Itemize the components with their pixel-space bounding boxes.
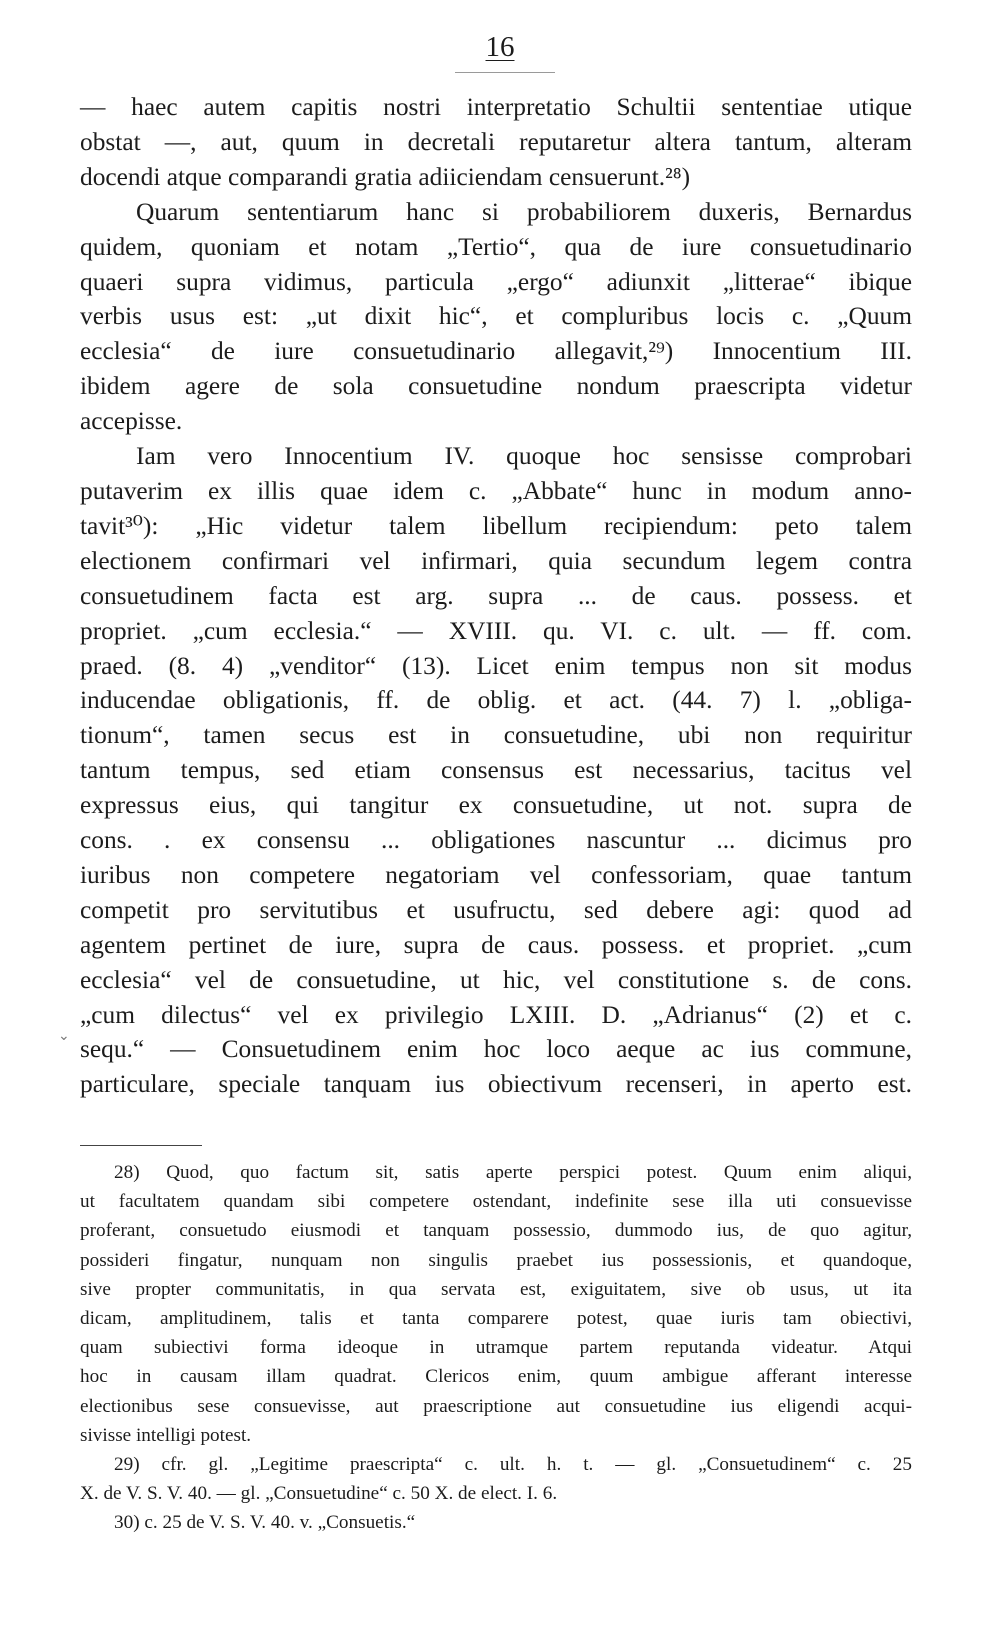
- paragraph-2: [80, 195, 912, 439]
- text-line: particulare, speciale tanquam ius obiectivum recenseri, in aperto est.: [80, 1070, 912, 1099]
- header-rule: [455, 72, 555, 73]
- footnote-line: electionibus sese consuevisse, aut praescriptione aut consuetudine ius eligendi acqui-: [80, 1395, 912, 1417]
- text-line: ibidem agere de sola consuetudine nondum praescripta videtur: [80, 372, 912, 401]
- text-line: „cum dilectus“ vel ex privilegio LXIII. D. „Adrianus“ (2) et c.: [80, 1000, 912, 1029]
- text-line: agentem pertinet de iure, supra de caus. possess. et propriet. „cum: [80, 930, 912, 959]
- margin-mark: ⌄: [58, 1029, 70, 1044]
- footnote-line: 29) cfr. gl. „Legitime praescripta“ c. ult. h. t. — gl. „Consuetudinem“ c. 25: [114, 1454, 912, 1476]
- footnote-line: 30) c. 25 de V. S. V. 40. v. „Consuetis.“: [114, 1512, 416, 1534]
- footnotes: [80, 1158, 912, 1538]
- footnote-line: quam subiectivi forma ideoque in utramque partem reputanda videatur. Atqui: [80, 1337, 912, 1359]
- footnote-30: [80, 1508, 912, 1537]
- footnote-line: hoc in causam illam quadrat. Clericos enim, quum ambigue afferant interesse: [80, 1366, 912, 1388]
- footnote-29: [80, 1450, 912, 1508]
- text-line: quaeri supra vidimus, particula „ergo“ adiunxit „litterae“ ibique: [80, 267, 912, 296]
- text-line: competit pro servitutibus et usufructu, sed debere agi: quod ad: [80, 895, 912, 924]
- text-line: propriet. „cum ecclesia.“ — XVIII. qu. VI. c. ult. — ff. com.: [80, 616, 912, 645]
- footnote-line: dicam, amplitudinem, talis et tanta comparere potest, quae iuris tam obiectivi,: [80, 1308, 912, 1330]
- text-line: ecclesia“ de iure consuetudinario allegavit,²⁹) Innocentium III.: [80, 337, 912, 366]
- footnote-line: 28) Quod, quo factum sit, satis aperte perspici potest. Quum enim aliqui,: [114, 1162, 912, 1183]
- text-line: quidem, quoniam et notam „Tertio“, qua de iure consuetudinario: [80, 232, 912, 261]
- text-line: praed. (8. 4) „venditor“ (13). Licet enim tempus non sit modus: [80, 651, 912, 680]
- text-line: obstat —, aut, quum in decretali reputaretur altera tantum, alteram: [80, 127, 912, 156]
- text-line: inducendae obligationis, ff. de oblig. et act. (44. 7) l. „obliga-: [80, 686, 912, 715]
- text-line: expressus eius, qui tangitur ex consuetudine, ut not. supra de: [80, 791, 912, 820]
- text-line: iuribus non competere negatoriam vel confessoriam, quae tantum: [80, 860, 912, 889]
- text-line: tavit³⁰): „Hic videtur talem libellum recipiendum: peto talem: [80, 511, 912, 540]
- text-line: ecclesia“ vel de consuetudine, ut hic, vel constitutione s. de cons.: [80, 965, 912, 994]
- footnote-line: proferant, consuetudo eiusmodi et tanquam possessio, dummodo ius, de quo agitur,: [80, 1220, 912, 1242]
- main-text: [80, 90, 912, 1102]
- footnote-line: X. de V. S. V. 40. — gl. „Consuetudine“ c. 50 X. de elect. I. 6.: [80, 1483, 558, 1505]
- paragraph-1: [80, 90, 912, 195]
- text-line: accepisse.: [80, 407, 183, 436]
- footnote-line: ut facultatem quandam sibi competere ostendant, indefinite sese illa uti consuevisse: [80, 1191, 912, 1213]
- footnote-line: sivisse intelligi potest.: [80, 1424, 252, 1446]
- text-line: Quarum sententiarum hanc si probabiliorem duxeris, Bernardus: [136, 197, 912, 226]
- footnote-line: sive propter communitatis, in qua servata est, exiguitatem, sive ob usus, ut ita: [80, 1278, 912, 1300]
- footnote-28: [80, 1158, 912, 1450]
- text-line: putaverim ex illis quae idem c. „Abbate“ hunc in modum anno-: [80, 476, 912, 505]
- paragraph-3: [80, 439, 912, 1102]
- page-number: 16: [485, 31, 515, 63]
- text-line: cons. . ex consensu ... obligationes nascuntur ... dicimus pro: [80, 826, 912, 855]
- text-line: electionem confirmari vel infirmari, quia secundum legem contra: [80, 546, 912, 575]
- text-line: docendi atque comparandi gratia adiiciendam censuerunt.²⁸): [80, 162, 691, 191]
- footnote-line: possideri fingatur, nunquam non singulis praebet ius possessionis, et quandoque,: [80, 1249, 912, 1271]
- text-line: tantum tempus, sed etiam consensus est necessarius, tacitus vel: [80, 756, 912, 785]
- text-line: sequ.“ — Consuetudinem enim hoc loco aeque ac ius commune,: [80, 1035, 912, 1064]
- text-line: consuetudinem facta est arg. supra ... de caus. possess. et: [80, 581, 912, 610]
- text-line: — haec autem capitis nostri interpretatio Schultii sententiae utique: [80, 93, 912, 121]
- text-line: tionum“, tamen secus est in consuetudine, ubi non requiritur: [80, 721, 912, 750]
- footnote-separator: [80, 1145, 202, 1146]
- text-line: verbis usus est: „ut dixit hic“, et compluribus locis c. „Quum: [80, 302, 912, 331]
- text-line: Iam vero Innocentium IV. quoque hoc sensisse comprobari: [136, 442, 912, 471]
